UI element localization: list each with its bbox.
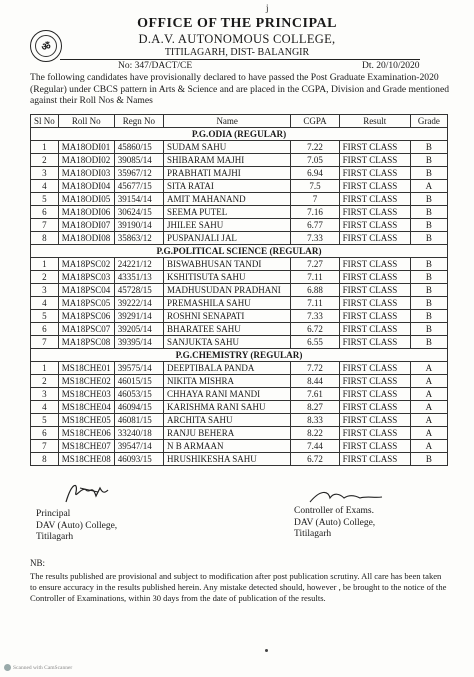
grade-cell: B	[410, 258, 447, 271]
regn-no-cell: 35967/12	[114, 167, 163, 180]
table-row	[31, 453, 448, 466]
roll-no-cell: MA18PSC07	[58, 323, 114, 336]
result-cell: FIRST CLASS	[339, 440, 410, 453]
result-cell: FIRST CLASS	[339, 336, 410, 349]
name-cell: BHARATEE SAHU	[164, 323, 291, 336]
name-cell: SITA RATAI	[164, 180, 291, 193]
name-cell: SHIBARAM MAJHI	[164, 154, 291, 167]
grade-cell: A	[410, 180, 447, 193]
cgpa-cell: 7.22	[291, 141, 339, 154]
college-name: D.A.V. AUTONOMOUS COLLEGE,	[138, 32, 336, 46]
controller-place: Titilagarh	[294, 529, 332, 539]
name-cell: MADHUSUDAN PRADHANI	[164, 284, 291, 297]
sl-no-cell: 4	[31, 180, 59, 193]
table-row	[31, 310, 448, 323]
table-row	[31, 232, 448, 245]
sl-no-cell: 7	[31, 336, 59, 349]
column-header: Grade	[410, 115, 447, 128]
sl-no-cell: 1	[31, 141, 59, 154]
regn-no-cell: 45860/15	[114, 141, 163, 154]
regn-no-cell: 39190/14	[114, 219, 163, 232]
name-cell: SUDAM SAHU	[164, 141, 291, 154]
result-cell: FIRST CLASS	[339, 219, 410, 232]
sl-no-cell: 3	[31, 388, 59, 401]
grade-cell: B	[410, 271, 447, 284]
grade-cell: B	[410, 154, 447, 167]
college-place: TITILAGARH, DIST- BALANGIR	[164, 47, 310, 58]
grade-cell: A	[410, 427, 447, 440]
cgpa-cell: 7.5	[291, 180, 339, 193]
roll-no-cell: MS18CHE03	[58, 388, 114, 401]
name-cell: PUSPANJALI JAL	[164, 232, 291, 245]
name-cell: PRABHATI MAJHI	[164, 167, 291, 180]
cgpa-cell: 7.11	[291, 297, 339, 310]
column-header: Roll No	[58, 115, 114, 128]
table-row	[31, 414, 448, 427]
roll-no-cell: MA18ODI02	[58, 154, 114, 167]
regn-no-cell: 45728/15	[114, 284, 163, 297]
name-cell: JHILEE SAHU	[164, 219, 291, 232]
column-header: Result	[339, 115, 410, 128]
cgpa-cell: 7.44	[291, 440, 339, 453]
table-row	[31, 362, 448, 375]
grade-cell: B	[410, 453, 447, 466]
scanner-watermark	[4, 664, 72, 671]
roll-no-cell: MA18ODI07	[58, 219, 114, 232]
notice-date: Dt. 20/10/2020	[362, 61, 420, 71]
table-row	[31, 193, 448, 206]
result-cell: FIRST CLASS	[339, 427, 410, 440]
roll-no-cell: MA18PSC02	[58, 258, 114, 271]
sl-no-cell: 7	[31, 219, 59, 232]
result-cell: FIRST CLASS	[339, 414, 410, 427]
name-cell: ARCHITA SAHU	[164, 414, 291, 427]
name-cell: KSHITISUTA SAHU	[164, 271, 291, 284]
roll-no-cell: MA18PSC03	[58, 271, 114, 284]
name-cell: CHHAYA RANI MANDI	[164, 388, 291, 401]
grade-cell: B	[410, 167, 447, 180]
section-title: P.G.ODIA (REGULAR)	[31, 128, 448, 141]
name-cell: SANJUKTA SAHU	[164, 336, 291, 349]
regn-no-cell: 46094/15	[114, 401, 163, 414]
result-cell: FIRST CLASS	[339, 154, 410, 167]
regn-no-cell: 39205/14	[114, 323, 163, 336]
sl-no-cell: 4	[31, 401, 59, 414]
section-header-row	[31, 245, 448, 258]
controller-signature-block	[294, 506, 375, 541]
principal-college: DAV (Auto) College,	[36, 520, 118, 531]
result-cell: FIRST CLASS	[339, 388, 410, 401]
grade-cell: A	[410, 362, 447, 375]
roll-no-cell: MS18CHE02	[58, 375, 114, 388]
table-row	[31, 388, 448, 401]
name-cell: BISWABHUSAN TANDI	[164, 258, 291, 271]
cgpa-cell: 7.11	[291, 271, 339, 284]
regn-no-cell: 39395/14	[114, 336, 163, 349]
name-cell: AMIT MAHANAND	[164, 193, 291, 206]
table-row	[31, 375, 448, 388]
principal-place: Titilagarh	[36, 532, 74, 542]
table-row	[31, 167, 448, 180]
grade-cell: B	[410, 323, 447, 336]
column-header: Sl No	[31, 115, 59, 128]
roll-no-cell: MS18CHE06	[58, 427, 114, 440]
cgpa-cell: 7.33	[291, 232, 339, 245]
grade-cell: B	[410, 141, 447, 154]
roll-no-cell: MA18ODI01	[58, 141, 114, 154]
regn-no-cell: 46093/15	[114, 453, 163, 466]
principal-signature-block	[36, 509, 117, 544]
college-emblem-icon: ॐ	[30, 30, 62, 62]
name-cell: KARISHMA RANI SAHU	[164, 401, 291, 414]
result-cell: FIRST CLASS	[339, 167, 410, 180]
sl-no-cell: 3	[31, 167, 59, 180]
reference-number: No: 347/DACT/CE	[118, 61, 193, 71]
regn-no-cell: 46015/15	[114, 375, 163, 388]
table-row	[31, 219, 448, 232]
sl-no-cell: 5	[31, 193, 59, 206]
roll-no-cell: MA18ODI08	[58, 232, 114, 245]
table-row	[31, 271, 448, 284]
regn-no-cell: 24221/12	[114, 258, 163, 271]
top-mark: j	[266, 3, 269, 13]
cgpa-cell: 7.05	[291, 154, 339, 167]
sl-no-cell: 5	[31, 310, 59, 323]
sl-no-cell: 7	[31, 440, 59, 453]
sl-no-cell: 2	[31, 375, 59, 388]
result-cell: FIRST CLASS	[339, 310, 410, 323]
table-row	[31, 284, 448, 297]
roll-no-cell: MA18PSC06	[58, 310, 114, 323]
controller-signature	[300, 486, 390, 506]
cgpa-cell: 8.27	[291, 401, 339, 414]
cgpa-cell: 7.16	[291, 206, 339, 219]
principal-title: Principal	[36, 509, 71, 519]
grade-cell: A	[410, 414, 447, 427]
cgpa-cell: 6.77	[291, 219, 339, 232]
cgpa-cell: 6.88	[291, 284, 339, 297]
regn-no-cell: 39154/14	[114, 193, 163, 206]
cgpa-cell: 8.44	[291, 375, 339, 388]
cgpa-cell: 7	[291, 193, 339, 206]
column-header: Name	[164, 115, 291, 128]
cgpa-cell: 8.33	[291, 414, 339, 427]
table-row	[31, 427, 448, 440]
result-cell: FIRST CLASS	[339, 284, 410, 297]
regn-no-cell: 33240/18	[114, 427, 163, 440]
section-title: P.G.CHEMISTRY (REGULAR)	[31, 349, 448, 362]
intro-paragraph: The following candidates have provisionally declared to have passed the Post Graduate Examination-2020 (Regular) under CBCS pattern in Arts & Science and are placed in the CGPA, Division and Grade mentioned against their Roll Nos & Names	[30, 72, 450, 107]
sl-no-cell: 8	[31, 232, 59, 245]
name-cell: RANJU BEHERA	[164, 427, 291, 440]
sl-no-cell: 6	[31, 206, 59, 219]
result-cell: FIRST CLASS	[339, 141, 410, 154]
table-row	[31, 258, 448, 271]
grade-cell: B	[410, 336, 447, 349]
table-row	[31, 336, 448, 349]
camscanner-icon	[4, 664, 11, 671]
cgpa-cell: 6.72	[291, 323, 339, 336]
grade-cell: A	[410, 388, 447, 401]
regn-no-cell: 45677/15	[114, 180, 163, 193]
roll-no-cell: MS18CHE05	[58, 414, 114, 427]
name-cell: DEEPTIBALA PANDA	[164, 362, 291, 375]
table-row	[31, 154, 448, 167]
table-row	[31, 440, 448, 453]
regn-no-cell: 39291/14	[114, 310, 163, 323]
cgpa-cell: 6.55	[291, 336, 339, 349]
roll-no-cell: MS18CHE04	[58, 401, 114, 414]
regn-no-cell: 30624/15	[114, 206, 163, 219]
regn-no-cell: 35863/12	[114, 232, 163, 245]
table-row	[31, 297, 448, 310]
result-cell: FIRST CLASS	[339, 362, 410, 375]
grade-cell: A	[410, 375, 447, 388]
regn-no-cell: 39575/14	[114, 362, 163, 375]
sl-no-cell: 8	[31, 453, 59, 466]
sl-no-cell: 2	[31, 271, 59, 284]
sl-no-cell: 6	[31, 427, 59, 440]
roll-no-cell: MA18ODI03	[58, 167, 114, 180]
grade-cell: B	[410, 284, 447, 297]
roll-no-cell: MS18CHE08	[58, 453, 114, 466]
result-cell: FIRST CLASS	[339, 206, 410, 219]
sl-no-cell: 1	[31, 258, 59, 271]
roll-no-cell: MA18ODI06	[58, 206, 114, 219]
roll-no-cell: MS18CHE01	[58, 362, 114, 375]
cgpa-cell: 6.94	[291, 167, 339, 180]
result-cell: FIRST CLASS	[339, 271, 410, 284]
grade-cell: B	[410, 193, 447, 206]
grade-cell: B	[410, 206, 447, 219]
grade-cell: B	[410, 297, 447, 310]
table-header-row	[31, 115, 448, 128]
result-cell: FIRST CLASS	[339, 180, 410, 193]
result-cell: FIRST CLASS	[339, 297, 410, 310]
table-row	[31, 141, 448, 154]
scanner-watermark-text: Scanned with CamScanner	[13, 664, 73, 671]
grade-cell: A	[410, 401, 447, 414]
controller-college: DAV (Auto) College,	[294, 517, 376, 528]
result-cell: FIRST CLASS	[339, 323, 410, 336]
disclaimer-note: The results published are provisional and subject to modification after post publication scrutiny. All care has been taken to ensure accuracy in the results published herein. Any mistake detected should, however , be brought to the notice of the Controller of Examinations, within 30 days from the date of publication of the results.	[30, 571, 447, 603]
section-header-row	[31, 349, 448, 362]
result-cell: FIRST CLASS	[339, 375, 410, 388]
sl-no-cell: 5	[31, 414, 59, 427]
controller-title: Controller of Exams.	[294, 506, 374, 516]
name-cell: ROSHNI SENAPATI	[164, 310, 291, 323]
grade-cell: B	[410, 310, 447, 323]
table-row	[31, 323, 448, 336]
sl-no-cell: 2	[31, 154, 59, 167]
nb-label: NB:	[30, 558, 46, 568]
section-title: P.G.POLITICAL SCIENCE (REGULAR)	[31, 245, 448, 258]
regn-no-cell: 39085/14	[114, 154, 163, 167]
grade-cell: A	[410, 440, 447, 453]
stray-dot	[265, 649, 268, 652]
name-cell: N B ARMAAN	[164, 440, 291, 453]
sl-no-cell: 1	[31, 362, 59, 375]
sl-no-cell: 3	[31, 284, 59, 297]
result-cell: FIRST CLASS	[339, 258, 410, 271]
name-cell: PREMASHILA SAHU	[164, 297, 291, 310]
column-header: CGPA	[291, 115, 339, 128]
roll-no-cell: MA18ODI04	[58, 180, 114, 193]
regn-no-cell: 43351/13	[114, 271, 163, 284]
name-cell: NIKITA MISHRA	[164, 375, 291, 388]
office-title: OFFICE OF THE PRINCIPAL	[137, 16, 337, 31]
regn-no-cell: 39222/14	[114, 297, 163, 310]
header-divider	[60, 59, 420, 60]
grade-cell: B	[410, 232, 447, 245]
principal-signature	[36, 478, 156, 506]
results-table	[30, 114, 448, 466]
sl-no-cell: 6	[31, 323, 59, 336]
roll-no-cell: MA18PSC05	[58, 297, 114, 310]
name-cell: HRUSHIKESHA SAHU	[164, 453, 291, 466]
result-cell: FIRST CLASS	[339, 401, 410, 414]
cgpa-cell: 8.22	[291, 427, 339, 440]
name-cell: SEEMA PUTEL	[164, 206, 291, 219]
cgpa-cell: 7.33	[291, 310, 339, 323]
table-row	[31, 206, 448, 219]
regn-no-cell: 46081/15	[114, 414, 163, 427]
regn-no-cell: 39547/14	[114, 440, 163, 453]
section-header-row	[31, 128, 448, 141]
cgpa-cell: 7.61	[291, 388, 339, 401]
cgpa-cell: 6.72	[291, 453, 339, 466]
roll-no-cell: MA18ODI05	[58, 193, 114, 206]
result-cell: FIRST CLASS	[339, 453, 410, 466]
sl-no-cell: 4	[31, 297, 59, 310]
roll-no-cell: MS18CHE07	[58, 440, 114, 453]
cgpa-cell: 7.72	[291, 362, 339, 375]
result-cell: FIRST CLASS	[339, 193, 410, 206]
column-header: Regn No	[114, 115, 163, 128]
table-row	[31, 180, 448, 193]
regn-no-cell: 46053/15	[114, 388, 163, 401]
roll-no-cell: MA18PSC08	[58, 336, 114, 349]
roll-no-cell: MA18PSC04	[58, 284, 114, 297]
table-row	[31, 401, 448, 414]
result-cell: FIRST CLASS	[339, 232, 410, 245]
cgpa-cell: 7.27	[291, 258, 339, 271]
grade-cell: B	[410, 219, 447, 232]
